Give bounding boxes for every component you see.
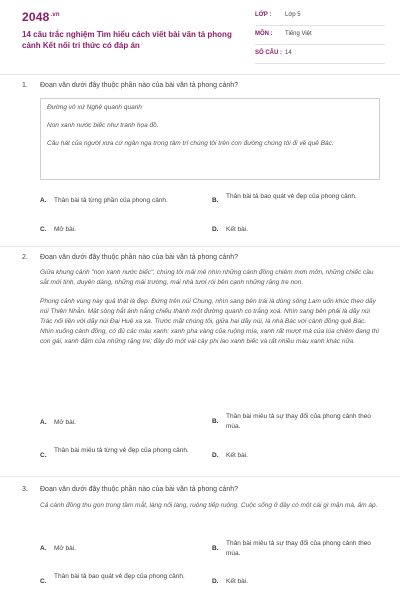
meta-row-class bbox=[255, 10, 385, 26]
passage-paragraph: Câu hát của người xưa cứ ngân nga trong tâm trí chúng tôi trên con đường chúng tôi đi về quê Bác. bbox=[47, 140, 334, 147]
question-divider bbox=[0, 246, 400, 247]
question-number: 1. bbox=[22, 82, 28, 89]
passage-paragraph: Đường vô xứ Nghệ quanh quanh bbox=[47, 104, 142, 111]
question-number: 2. bbox=[22, 254, 28, 261]
question-passage bbox=[40, 501, 380, 520]
page-title: 14 câu trắc nghiệm Tìm hiểu cách viết bài văn tả phong cảnh Kết nối tri thức có đáp án bbox=[22, 30, 232, 50]
meta-value: 14 bbox=[285, 50, 292, 56]
question-passage bbox=[40, 98, 380, 180]
meta-value: Lớp 5 bbox=[285, 12, 301, 18]
page: $2048^{.vn}$ 14 câu trắc nghiệm Tìm hiểu cách viết bài văn tả phong cảnh Kết nối tri thức có đáp án LỚP : Lớp 5 MÔN : Tiếng Việt SỐ CÂU : 14 1. Đoạn văn dưới đây thuộc phần nào của bài văn tả phong cảnh? Đường vô xứ Nghệ quanh quanh Non xanh nước biếc như tranh họa đồ. Câu hát của người xưa cứ ngân nga trong tâm trí chúng tôi trên con đường chúng tôi đi về quê Bác. A. Thân bài tả từng phần của phong cảnh. B. Thân bài tả bao quát vẻ đẹp của phong cảnh. C. Mở bài. D. Kết bài. 2. Đoạn văn dưới đây thuộc phần nào của bài văn tả phong cảnh? Giữa khung cảnh "non xanh nước biếc", chúng tôi mải mê nhìn những cánh đồng chiêm mơn mởn, những chiếc cầu sắt mới tinh, duyên dáng, những mái trường, mái nhà tươi rói bên cạnh những rặng tre non. Phong cảnh vùng này quả thật là đẹp. Đứng trên núi Chung, nhìn sang bên trái là dòng sông Lam uốn khúc theo dãy núi Thiên Nhẫn. Mặt sông hắt ánh nắng chiếu thành một đường quanh co trắng xoá. Nhìn sang bên phải là dãy núi Trác nối liền với dãy núi Đại Huệ xa xa. Trước mặt chúng tôi, giữa hai dãy núi, là nhà Bác với cánh đồng quê Bác. Nhìn xuống cánh đồng, có đủ các màu xanh: xanh pha vàng của ruộng mía, xanh rất mượt mà của lúa chiêm đang thì con gái, xanh đậm của những rặng tre; đây đó một vài cây phi lao xanh biếc và rất nhiều màu xanh khác nữa. A. Mở bài. B. Thân bài miêu tả sự thay đổi của phong cảnh theo mùa. C. Thân bài miêu tả từng vẻ đẹp của phong cảnh. D. Kết bài. 3. Đoạn văn dưới đây thuộc phần nào của bài văn tả phong cảnh? Cả cánh đồng thu gọn trong tầm mắt, làng nối làng, ruộng tiếp ruộng. Cuộc sống ở đây có một cái gì mặn mà, ấm áp. A. Mở bài. B. Thân bài miêu tả sự thay đổi của phong cảnh theo mùa. C. Thân bài tả bao quát vẻ đẹp của phong cảnh. D. Kết bài. bbox=[0, 0, 400, 600]
meta-value: Tiếng Việt bbox=[285, 31, 312, 37]
question-text: Đoạn văn dưới đây thuộc phần nào của bài văn tả phong cảnh? bbox=[40, 254, 239, 261]
site-logo[interactable]: $2048^{.vn}$ bbox=[22, 10, 60, 24]
meta-row-count bbox=[255, 48, 385, 64]
passage-paragraph: Phong cảnh vùng này quả thật là đẹp. Đứng trên núi Chung, nhìn sang bên trái là dòng sông Lam uốn khúc theo dãy núi Thiên Nhẫn. Mặt sông hắt ánh nắng chiếu thành một đường quanh co trắng xoá. Nhìn sang bên phải là dãy núi Trác nối liền với dãy núi Đại Huệ xa xa. Trước mặt chúng tôi, giữa hai dãy núi, là nhà Bác với cánh đồng quê Bác. Nhìn xuống cánh đồng, có đủ các màu xanh: xanh pha vàng của ruộng mía, xanh rất mượt mà của lúa chiêm đang thì con gái, xanh đậm của những rặng tre; đây đó một vài cây phi lao xanh biếc và rất nhiều màu xanh khác nữa. bbox=[40, 298, 380, 345]
question-divider bbox=[0, 476, 400, 477]
passage-paragraph: Cả cánh đồng thu gọn trong tầm mắt, làng nối làng, ruộng tiếp ruộng. Cuộc sống ở đây có một cái gì mặn mà, ấm áp. bbox=[40, 502, 378, 509]
meta-row-subject bbox=[255, 29, 385, 45]
question-text: Đoạn văn dưới đây thuộc phần nào của bài văn tả phong cảnh? bbox=[40, 486, 239, 493]
meta-label: MÔN : bbox=[255, 31, 273, 37]
passage-paragraph: Non xanh nước biếc như tranh họa đồ. bbox=[47, 122, 159, 129]
header-divider bbox=[0, 74, 400, 75]
question-passage bbox=[40, 268, 380, 356]
passage-paragraph: Giữa khung cảnh "non xanh nước biếc", chúng tôi mải mê nhìn những cánh đồng chiêm mơn mởn, những chiếc cầu sắt mới tinh, duyên dáng, những mái trường, mái nhà tươi rói bên cạnh những rặng tre non. bbox=[40, 269, 374, 286]
header bbox=[0, 0, 400, 72]
meta-label: LỚP : bbox=[255, 12, 272, 18]
meta-label: SỐ CÂU : bbox=[255, 50, 282, 56]
document-meta bbox=[255, 10, 385, 67]
question-number: 3. bbox=[22, 486, 28, 493]
question-text: Đoạn văn dưới đây thuộc phần nào của bài văn tả phong cảnh? bbox=[40, 82, 239, 89]
